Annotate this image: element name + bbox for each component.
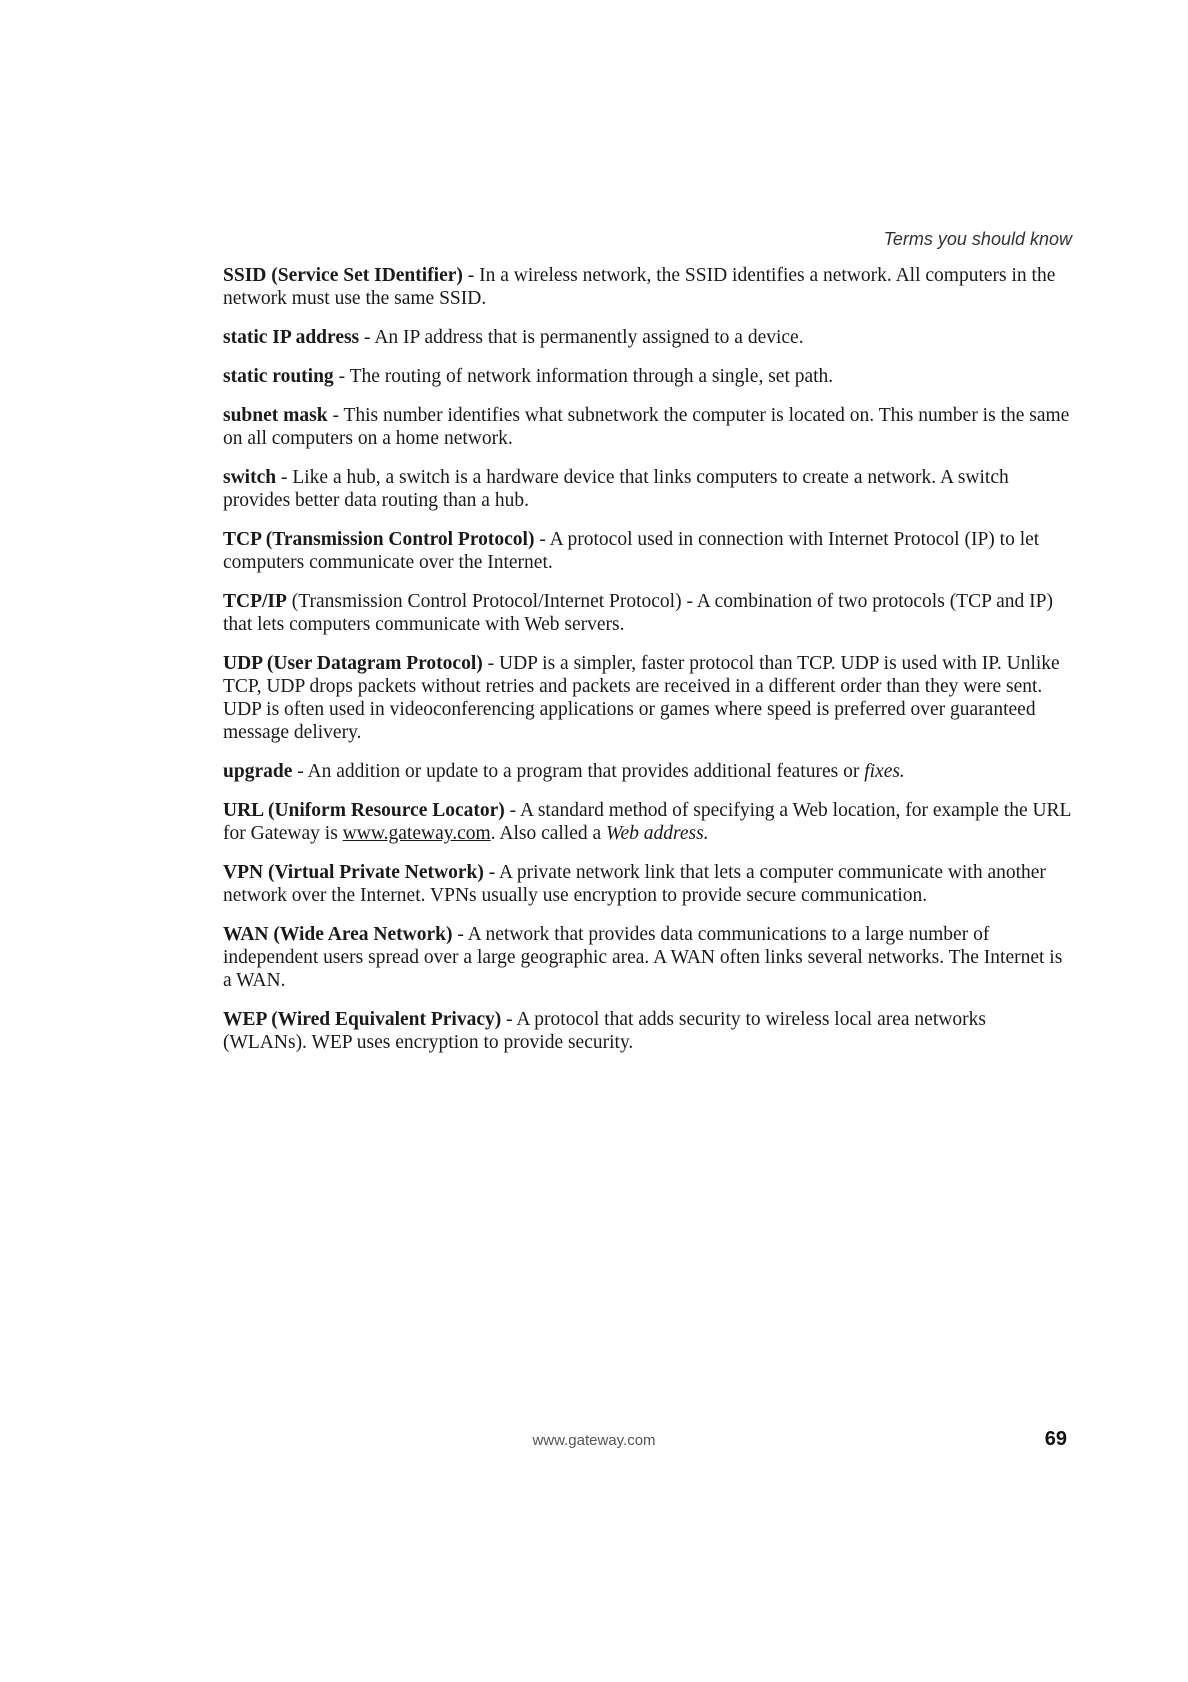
glossary-definition: - An IP address that is permanently assigned to a device.	[359, 327, 804, 348]
glossary-entry-udp	[223, 652, 1071, 744]
glossary-entry-tcp	[223, 528, 1071, 574]
glossary-list	[223, 264, 1071, 1070]
glossary-definition: - A network that provides data communications to a large number of independent users spread over a large geographic area. A WAN often links several networks. The Internet is a WAN.	[223, 924, 1063, 991]
glossary-definition: - UDP is a simpler, faster protocol than TCP. UDP is used with IP. Unlike TCP, UDP drops packets without retries and packets are received in a different order than they were sent. UDP is often used in videoconferencing applications or games where speed is preferred over guaranteed message delivery.	[223, 653, 1060, 743]
glossary-definition: - A protocol that adds security to wireless local area networks (WLANs). WEP uses encryption to provide security.	[223, 1009, 986, 1053]
glossary-term: SSID (Service Set IDentifier)	[223, 265, 463, 286]
glossary-entry-wan	[223, 923, 1071, 992]
glossary-term: VPN (Virtual Private Network)	[223, 862, 484, 883]
glossary-entry-url	[223, 799, 1071, 845]
glossary-definition: (Transmission Control Protocol/Internet Protocol) - A combination of two protocols (TCP and IP) that lets computers communicate with Web servers.	[223, 591, 1053, 635]
gateway-url-link[interactable]: www.gateway.com	[342, 823, 491, 844]
glossary-entry-wep	[223, 1008, 1071, 1054]
glossary-definition: - In a wireless network, the SSID identifies a network. All computers in the network must use the same SSID.	[223, 265, 1056, 309]
glossary-definition: - A standard method of specifying a Web location, for example the URL for Gateway is	[223, 800, 1071, 844]
glossary-definition: - An addition or update to a program that provides additional features or	[292, 761, 865, 782]
glossary-term: static routing	[223, 366, 334, 387]
glossary-entry-static-ip-address	[223, 326, 1071, 349]
glossary-term: upgrade	[223, 761, 293, 782]
glossary-term: URL (Uniform Resource Locator)	[223, 800, 505, 821]
glossary-term: WEP (Wired Equivalent Privacy)	[223, 1009, 502, 1030]
glossary-term: WAN (Wide Area Network)	[223, 924, 453, 945]
footer-url: www.gateway.com	[532, 1432, 656, 1449]
glossary-definition: - A private network link that lets a computer communicate with another network over the Internet. VPNs usually use encryption to provide secure communication.	[223, 862, 1046, 906]
glossary-term: UDP (User Datagram Protocol)	[223, 653, 483, 674]
glossary-entry-ssid	[223, 264, 1071, 310]
glossary-definition-continued: . Also called a	[490, 823, 607, 844]
glossary-term: TCP/IP	[223, 591, 287, 612]
glossary-italic-text: Web address.	[606, 823, 709, 844]
glossary-term: TCP (Transmission Control Protocol)	[223, 529, 535, 550]
section-header: Terms you should know	[883, 229, 1072, 249]
glossary-entry-subnet-mask	[223, 404, 1071, 450]
glossary-entry-upgrade	[223, 760, 1071, 783]
glossary-italic-text: fixes.	[864, 761, 905, 782]
glossary-term: switch	[223, 467, 277, 488]
glossary-entry-tcp-ip	[223, 590, 1071, 636]
glossary-term: static IP address	[223, 327, 360, 348]
glossary-definition: - The routing of network information through a single, set path.	[333, 366, 834, 387]
glossary-definition: - This number identifies what subnetwork the computer is located on. This number is the same on all computers on a home network.	[223, 405, 1070, 449]
page-number: 69	[1044, 1428, 1067, 1450]
glossary-definition: - A protocol used in connection with Internet Protocol (IP) to let computers communicate over the Internet.	[223, 529, 1040, 573]
glossary-definition: - Like a hub, a switch is a hardware device that links computers to create a network. A switch provides better data routing than a hub.	[223, 467, 1009, 511]
glossary-entry-static-routing	[223, 365, 1071, 388]
glossary-entry-vpn	[223, 861, 1071, 907]
glossary-entry-switch	[223, 466, 1071, 512]
glossary-term: subnet mask	[223, 405, 328, 426]
